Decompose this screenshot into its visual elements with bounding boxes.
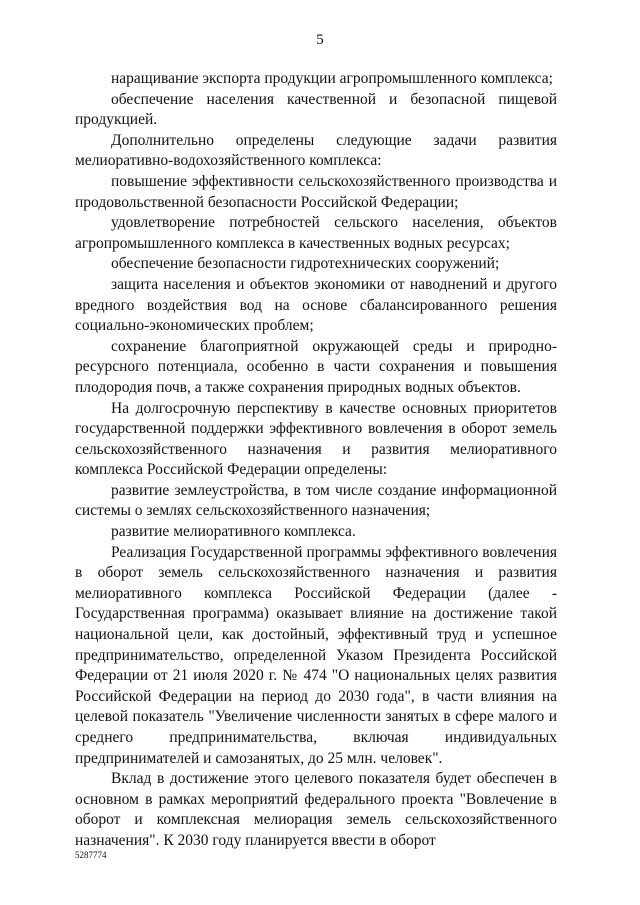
paragraph: Вклад в достижение этого целевого показателя будет обеспечен в основном в рамках мероприятий федерального проекта "Вовлечение в оборот и комплексная мелиорация земель сельскохозяйственного назначения". К 2030 году планируется ввести в оборот bbox=[75, 770, 557, 849]
paragraph: развитие землеустройства, в том числе создание информационной системы о землях сельскохозяйственного назначения; bbox=[75, 481, 557, 520]
paragraph: сохранение благоприятной окружающей среды и природно-ресурсного потенциала, особенно в части сохранения и повышения плодородия почв, а также сохранения природных водных объектов. bbox=[75, 337, 557, 396]
paragraph: Реализация Государственной программы эффективного вовлечения в оборот земель сельскохозяйственного назначения и развития мелиоративного комплекса Российской Федерации (далее - Государственная программа) оказывает влияние на достижение такой национальной цели, как достойный, эффективный труд и успешное предпринимательство, определенной Указом Президента Российской Федерации от 21 июля 2020 г. № 474 "О национальных целях развития Российской Федерации на период до 2030 года", в части влияния на целевой показатель "Увеличение численности занятых в сфере малого и среднего предпринимательства, включая индивидуальных предпринимателей и самозанятых, до 25 млн. человек". bbox=[75, 543, 557, 767]
paragraph: На долгосрочную перспективу в качестве основных приоритетов государственной поддержки эффективного вовлечения в оборот земель сельскохозяйственного назначения и развития мелиоративного комплекса Российской Федерации определены: bbox=[75, 399, 557, 479]
document-code: 5287774 bbox=[75, 850, 107, 860]
paragraph: повышение эффективности сельскохозяйственного производства и продовольственной безопасности Российской Федерации; bbox=[75, 172, 557, 211]
paragraph: Дополнительно определены следующие задачи развития мелиоративно-водохозяйственного комплекса: bbox=[75, 131, 557, 170]
page-number: 5 bbox=[316, 32, 324, 48]
paragraph: защита населения и объектов экономики от наводнений и другого вредного воздействия вод на основе сбалансированного решения социально-экономических проблем; bbox=[75, 275, 557, 335]
paragraph: обеспечение безопасности гидротехнических сооружений; bbox=[111, 255, 500, 273]
paragraph: развитие мелиоративного комплекса. bbox=[111, 523, 356, 541]
paragraph: обеспечение населения качественной и безопасной пищевой продукцией. bbox=[75, 90, 557, 129]
paragraph: удовлетворение потребностей сельского населения, объектов агропромышленного комплекса в качественных водных ресурсах; bbox=[75, 214, 557, 252]
paragraph: наращивание экспорта продукции агропромышленного комплекса; bbox=[111, 70, 553, 87]
document-body bbox=[75, 69, 557, 852]
